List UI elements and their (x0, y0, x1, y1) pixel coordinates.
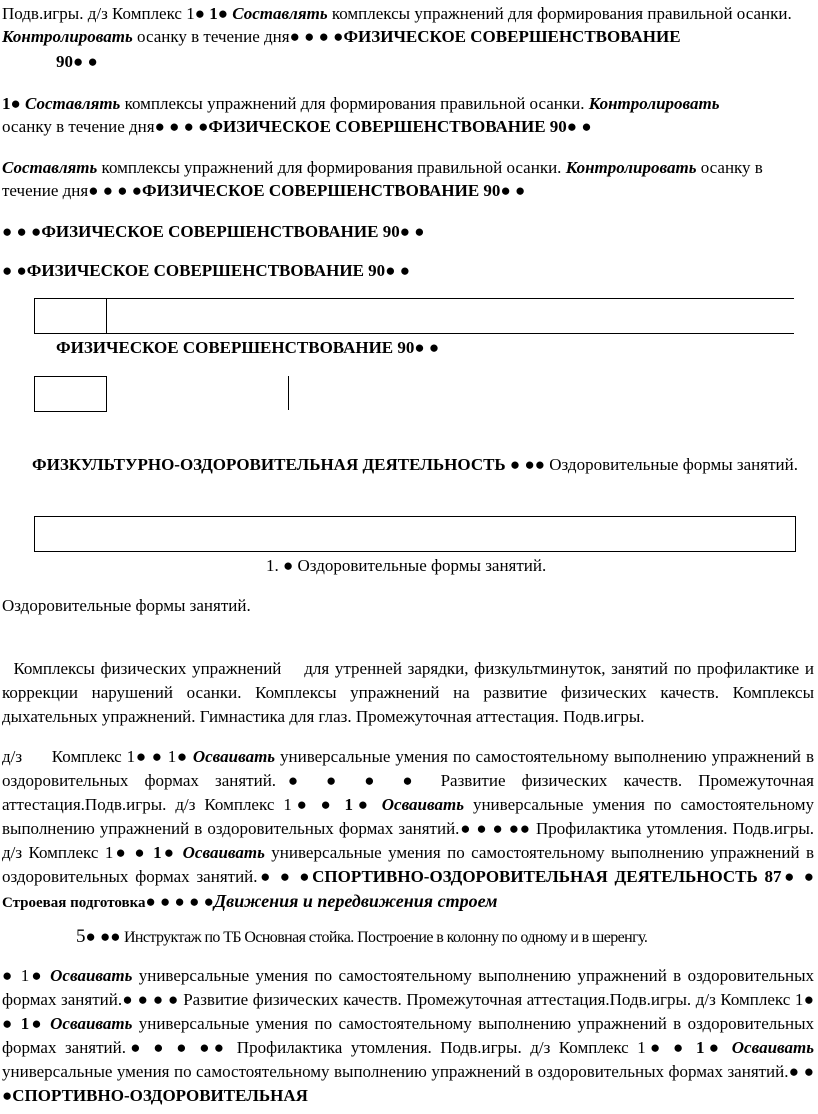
number-one: 1 (2, 94, 11, 113)
bullet-icon: ● (217, 4, 229, 23)
verb-master: Осваивать (50, 1014, 133, 1033)
verb-master: Осваивать (50, 966, 133, 985)
bullet-icon: ● ● (135, 747, 168, 766)
list-text: Оздоровительные формы занятий. (297, 556, 547, 575)
number-one: 1 (167, 747, 177, 766)
bullet-icon: ● ●● (85, 927, 121, 946)
bullet-icon: ● ●● (505, 455, 545, 474)
hours-value: 87 (757, 867, 782, 886)
section-heading: ФИЗИЧЕСКОЕ СОВЕРШЕНСТВОВАНИЕ (343, 27, 681, 46)
body-text: комплексы упражнений для формирования правильной осанки. (97, 158, 566, 177)
verb-compose: Составлять (2, 158, 98, 177)
body-text: комплексы упражнений для формирования правильной осанки. (327, 4, 792, 23)
bullet-icon: ● (29, 966, 51, 985)
verb-control: Контролировать (2, 27, 133, 46)
number-one: 1 (153, 843, 162, 862)
body-text: Комплексы физических упражнений для утренней зарядки, физкультминуток, занятий по профилактике и коррекции нарушений осанки. Комплексы упражнений на развитие физических качеств. Комплексы дыхательных упражнений. Гимнастика для глаз. Промежуточная аттестация. Подв.игры. (2, 659, 818, 726)
verb-master: Осваивать (731, 1038, 814, 1057)
bullet-icon: ● ● (399, 222, 425, 241)
bullet-icon: ● ● (2, 261, 27, 280)
body-text: Профилактика утомления. Подв.игры. д/з Комплекс 1 (228, 1038, 646, 1057)
bullet-icon: ● ● ● ●● (126, 1038, 229, 1057)
bullet-icon: ● ● (291, 795, 345, 814)
bullet-icon: ● ● ● ● (289, 27, 344, 46)
bullet-icon: ● ● (414, 338, 440, 357)
body-text: Оздоровительные формы занятий. (544, 455, 798, 474)
hours-line (56, 50, 256, 73)
body-text: Оздоровительные формы занятий. (2, 596, 251, 615)
homework-text: д/з Комплекс 1 (2, 747, 136, 766)
bullet-icon: ● ● ● (257, 867, 313, 886)
body-text: осанку в течение дня (132, 27, 290, 46)
section-heading: ФИЗИЧЕСКОЕ СОВЕРШЕНСТВОВАНИЕ 90 (142, 181, 501, 200)
list-number: 1. (266, 556, 279, 575)
verb-master: Осваивать (381, 795, 464, 814)
verb-compose: Составлять (232, 4, 328, 23)
paragraph-10 (2, 633, 818, 729)
body-text: Развитие физических качеств. Промежуточная аттестация.Подв.игры. д/з Комплекс 1 (2, 771, 814, 814)
paragraph-1 (2, 2, 818, 48)
subsection-heading: Строевая подготовка (2, 895, 146, 911)
bullet-icon: ● ● (385, 261, 410, 280)
section-heading: ФИЗКУЛЬТУРНО-ОЗДОРОВИТЕЛЬНАЯ ДЕЯТЕЛЬНОСТЬ (32, 455, 506, 474)
hours-value: 90 (56, 52, 73, 71)
bullet-icon: ● ● ● ● ● (145, 892, 214, 911)
body-text: осанку в течение дня (2, 117, 155, 136)
bullet-icon: ● ● ● ●● (459, 819, 531, 838)
body-text: универсальные умения по самостоятельному выполнению упражнений в оздоровительных формах занятий. (2, 1014, 814, 1057)
verb-control: Контролировать (565, 158, 697, 177)
paragraph-13 (2, 964, 814, 1108)
bullet-icon: ● ● ● ● (276, 771, 425, 790)
number-one: 1 (209, 4, 218, 23)
number-one: 1 (696, 1038, 705, 1057)
paragraph-11 (2, 745, 814, 915)
body-text: Профилактика утомления. Подв.игры. д/з Комплекс 1 (2, 819, 814, 862)
verb-master: Осваивать (192, 747, 276, 766)
rule-line (288, 376, 289, 410)
rule-line (34, 298, 794, 299)
verb-control: Контролировать (588, 94, 720, 113)
paragraph-7 (2, 453, 814, 476)
section-heading: ФИЗИЧЕСКОЕ СОВЕРШЕНСТВОВАНИЕ 90 (56, 338, 415, 357)
body-text: универсальные умения по самостоятельному выполнению упражнений в оздоровительных формах занятий. (2, 1062, 789, 1081)
bullet-icon: ● (2, 966, 21, 985)
paragraph-3 (2, 156, 814, 202)
bullet-icon: ● ● (645, 1038, 696, 1057)
bullet-icon: ● ● (2, 990, 815, 1033)
bullet-icon: ● ● ● (2, 1062, 814, 1105)
bullet-icon: ● ● (113, 843, 154, 862)
table-cell (34, 376, 107, 412)
paragraph-5 (2, 259, 814, 282)
number-one: 1 (20, 1014, 30, 1033)
rule-line (106, 298, 107, 334)
bullet-icon: ● (194, 4, 206, 23)
lesson-text: Инструктаж по ТБ Основная стойка. Построение в колонну по одному и в шеренгу. (120, 929, 648, 946)
paragraph-2 (2, 92, 814, 138)
bullet-icon: ● ● ● (2, 222, 42, 241)
number-one: 1 (344, 795, 354, 814)
bullet-icon: ● ● ● ● (88, 181, 143, 200)
bullet-icon: ● (353, 795, 382, 814)
verb-compose: Составлять (25, 94, 121, 113)
bullet-icon: ● (176, 747, 193, 766)
bullet-icon: ● (704, 1038, 732, 1057)
bullet-icon: ● ● (73, 52, 98, 71)
bullet-icon: ● ● (781, 867, 814, 886)
body-text: универсальные умения по самостоятельному выполнению упражнений в оздоровительных формах занятий. (2, 795, 814, 838)
body-text: комплексы упражнений для формирования правильной осанки. (120, 94, 589, 113)
bullet-icon: ● (10, 94, 21, 113)
body-text: осанку в течение дня (2, 158, 763, 200)
body-text: универсальные умения по самостоятельному выполнению упражнений в оздоровительных формах занятий. (2, 747, 814, 790)
bullet-icon: ● ● (566, 117, 592, 136)
bullet-icon: ● (278, 556, 298, 575)
body-text: универсальные умения по самостоятельному выполнению упражнений в оздоровительных формах занятий. (2, 843, 814, 886)
verb-master: Осваивать (182, 843, 265, 862)
section-heading: СПОРТИВНО-ОЗДОРОВИТЕЛЬНАЯ (12, 1086, 308, 1105)
bullet-icon: ● (161, 843, 183, 862)
number-one: 1 (20, 966, 30, 985)
list-item (266, 554, 806, 577)
table-cell (34, 516, 796, 552)
rule-line (34, 298, 35, 334)
section-heading: СПОРТИВНО-ОЗДОРОВИТЕЛЬНАЯ ДЕЯТЕЛЬНОСТЬ (312, 867, 758, 886)
paragraph-4 (2, 220, 814, 243)
bullet-icon: ● ● (500, 181, 526, 200)
lesson-number: 5 (76, 926, 86, 947)
section-heading: ФИЗИЧЕСКОЕ СОВЕРШЕНСТВОВАНИЕ 90 (208, 117, 567, 136)
topic-heading: Движения и передвижения строем (213, 891, 498, 911)
body-text: Развитие физических качеств. Промежуточная аттестация.Подв.игры. д/з Комплекс 1 (178, 990, 804, 1009)
section-heading: ФИЗИЧЕСКОЕ СОВЕРШЕНСТВОВАНИЕ 90 (41, 222, 400, 241)
body-text: универсальные умения по самостоятельному выполнению упражнений в оздоровительных формах занятий. (2, 966, 814, 1009)
paragraph-9 (2, 594, 814, 617)
paragraph-6 (56, 336, 756, 359)
homework-text: Подв.игры. д/з Комплекс 1 (2, 4, 195, 23)
bullet-icon: ● (29, 1014, 51, 1033)
rule-line (34, 333, 794, 334)
section-heading: ФИЗИЧЕСКОЕ СОВЕРШЕНСТВОВАНИЕ 90 (26, 261, 386, 280)
bullet-icon: ● ● ● ● (122, 990, 179, 1009)
paragraph-12 (76, 925, 806, 949)
bullet-icon: ● ● ● ● (154, 117, 209, 136)
